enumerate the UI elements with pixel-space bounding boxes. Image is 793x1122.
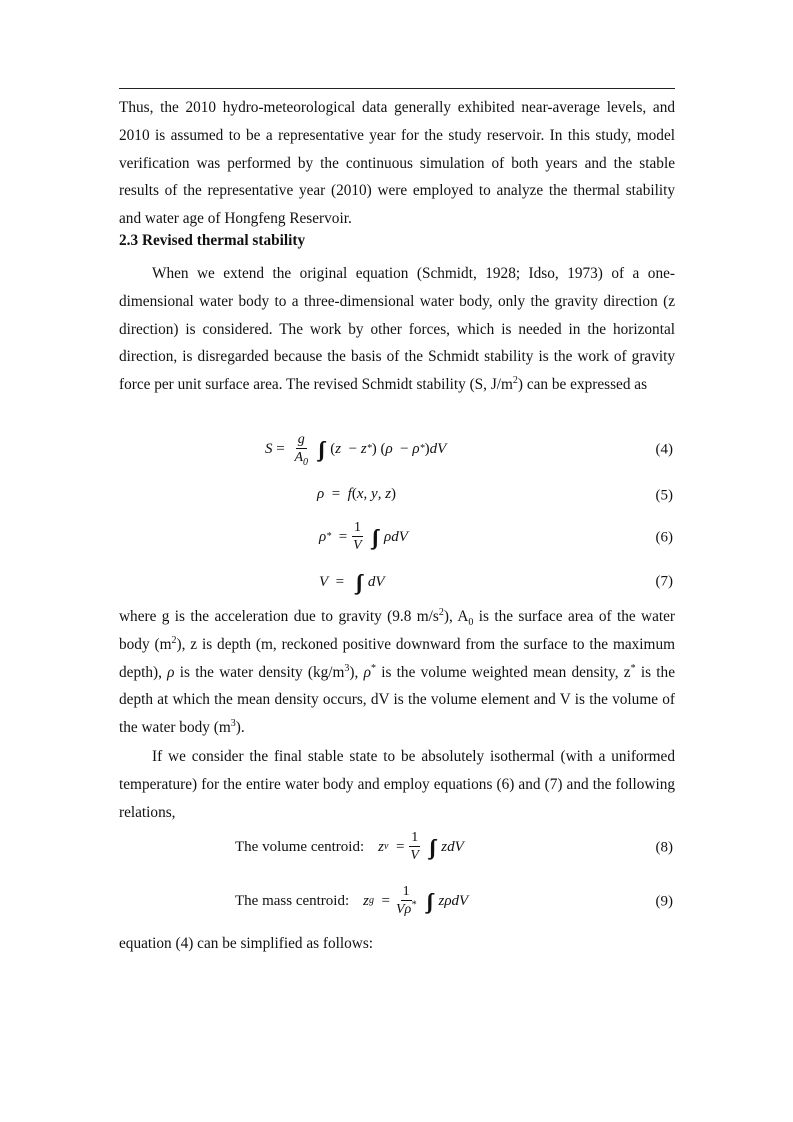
paragraph-intro: Thus, the 2010 hydro-meteorological data generally exhibited near-average levels, and 2010 is assumed to be a representative year for the study reservoir. In this study, model verification was performed by the continuous simulation of both years and the stable results of the representative year (2010) were employed to analyze the thermal stability and water age of Hongfeng Reservoir. [119, 99, 675, 228]
equation-5-number: (5) [655, 487, 673, 504]
equation-9: The mass centroid: z g = $\frac{1}{V\rho^*}$ ∫∫∫ zρdV (9) [235, 884, 673, 917]
equation-4: S = $\frac{g}{A_0}$ ∫∫∫ ( z − z * ) ( ρ − ρ * ) dV (4) [265, 432, 673, 468]
equation-9-number: (9) [655, 893, 673, 910]
paragraph-definitions: where g is the acceleration due to gravity (9.8 $m/s^2$), $A_0$ is the surface area of the water body $(m^2)$, z is depth (m, reckoned positive downward from the surface to the maximum depth), ρ is the water density $(kg/m^3)$, ρ* is the volume weighted mean density, z* is the depth at which the mean density occurs, dV is the volume element and V is the volume of the water body $(m^3)$. [119, 606, 675, 737]
equation-4-number: (4) [655, 441, 673, 458]
equation-9-label: The mass centroid: [235, 892, 350, 909]
equation-8: The volume centroid: z v = $\frac{1}{V}$ ∫∫∫ zdV (8) [235, 830, 673, 863]
equation-8-label: The volume centroid: [235, 838, 365, 855]
equation-7: V = ∫∫∫ dV (7) [319, 570, 673, 594]
paragraph-isothermal: If we consider the final stable state to be absolutely isothermal (with a uniformed temperature) for the entire water body and employ equations (6) and (7) and the following relations, [119, 748, 675, 821]
equation-5: ρ = f ( x , y , z ) (5) [317, 486, 673, 504]
equation-7-number: (7) [655, 573, 673, 590]
section-heading: 2.3 Revised thermal stability [119, 232, 306, 249]
paragraph-schmidt: When we extend the original equation (Schmidt, 1928; Idso, 1973) of a one-dimensional water body to a three-dimensional water body, only the gravity direction (z direction) is considered. The work by other forces, which is needed in the horizontal direction, is disregarded because the basis of the Schmidt stability is the work of gravity force per unit surface area. The revised Schmidt stability (S, $J/m^2$) can be expressed as [119, 265, 675, 394]
equation-8-number: (8) [655, 839, 673, 856]
paragraph-simplified: equation (4) can be simplified as follows: [119, 935, 374, 952]
equation-6-number: (6) [655, 529, 673, 546]
header-rule [119, 88, 675, 89]
equation-6: ρ * = $\frac{1}{V}$ ∫∫∫ ρdV (6) [319, 520, 673, 553]
